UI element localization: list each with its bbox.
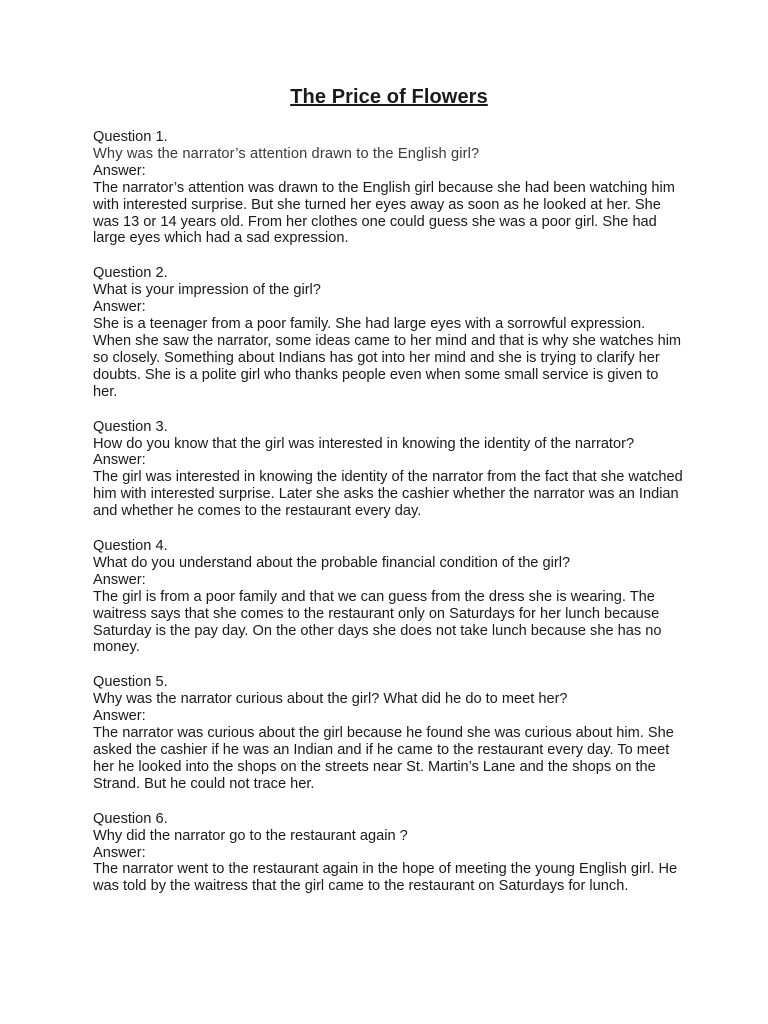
question-block-2	[93, 265, 683, 400]
answer-label: Answer:	[93, 162, 146, 179]
answer-label: Answer:	[93, 844, 146, 861]
answer-text: The narrator’s attention was drawn to the English girl because she had been watching him with interested surprise. But she turned her eyes away as soon as he looked at her. She was 13 or 14 years old. From her clothes one could guess she was a poor girl. She had large eyes which had a sad expression.	[93, 179, 675, 247]
answer-label: Answer:	[93, 299, 146, 316]
question-block-3	[93, 419, 683, 520]
question-text: Why was the narrator’s attention drawn to the English girl?	[93, 145, 480, 162]
question-text: Why was the narrator curious about the girl? What did he do to meet her?	[93, 691, 568, 708]
question-block-1	[93, 129, 683, 247]
answer-text: The girl is from a poor family and that we can guess from the dress she is wearing. The waitress says that she comes to the restaurant only on Saturdays for her lunch because Saturday is the pay day. On the other days she does not take lunch because she has no money.	[93, 588, 662, 656]
question-label: Question 2.	[93, 265, 168, 282]
answer-text: The girl was interested in knowing the identity of the narrator from the fact that she watched him with interested surprise. Later she asks the cashier whether the narrator was an Indian and whether he comes to the restaurant every day.	[93, 469, 683, 520]
question-block-6	[93, 811, 683, 896]
question-text: What do you understand about the probable financial condition of the girl?	[93, 554, 571, 571]
document-page	[93, 86, 683, 913]
answer-label: Answer:	[93, 708, 146, 725]
question-label: Question 5.	[93, 674, 168, 691]
question-text: How do you know that the girl was interested in knowing the identity of the narrator?	[93, 435, 635, 452]
question-text: What is your impression of the girl?	[93, 282, 321, 299]
answer-text: The narrator was curious about the girl because he found she was curious about him. She asked the cashier if he was an Indian and if he came to the restaurant every day. To meet her he looked into the shops on the streets near St. Martin’s Lane and the shops on the Strand. But he could not trace her.	[93, 725, 674, 792]
question-label: Question 3.	[93, 418, 168, 435]
document-title: The Price of Flowers	[290, 86, 488, 108]
question-label: Question 4.	[93, 538, 168, 555]
question-label: Question 6.	[93, 810, 168, 827]
question-block-5	[93, 674, 683, 792]
answer-label: Answer:	[93, 571, 146, 588]
answer-label: Answer:	[93, 452, 146, 469]
question-label: Question 1.	[93, 129, 168, 145]
question-block-4	[93, 538, 683, 656]
question-text: Why did the narrator go to the restaurant again ?	[93, 827, 408, 844]
answer-text: The narrator went to the restaurant again in the hope of meeting the young English girl. He was told by the waitress that the girl came to the restaurant on Saturdays for lunch.	[93, 861, 678, 895]
answer-text: She is a teenager from a poor family. She had large eyes with a sorrowful expression. When she saw the narrator, some ideas came to her mind and that is why she watches him so closely. Something about Indians has got into her mind and she is trying to clarify her doubts. She is a polite girl who thanks people even when some small service is given to her.	[93, 316, 682, 400]
